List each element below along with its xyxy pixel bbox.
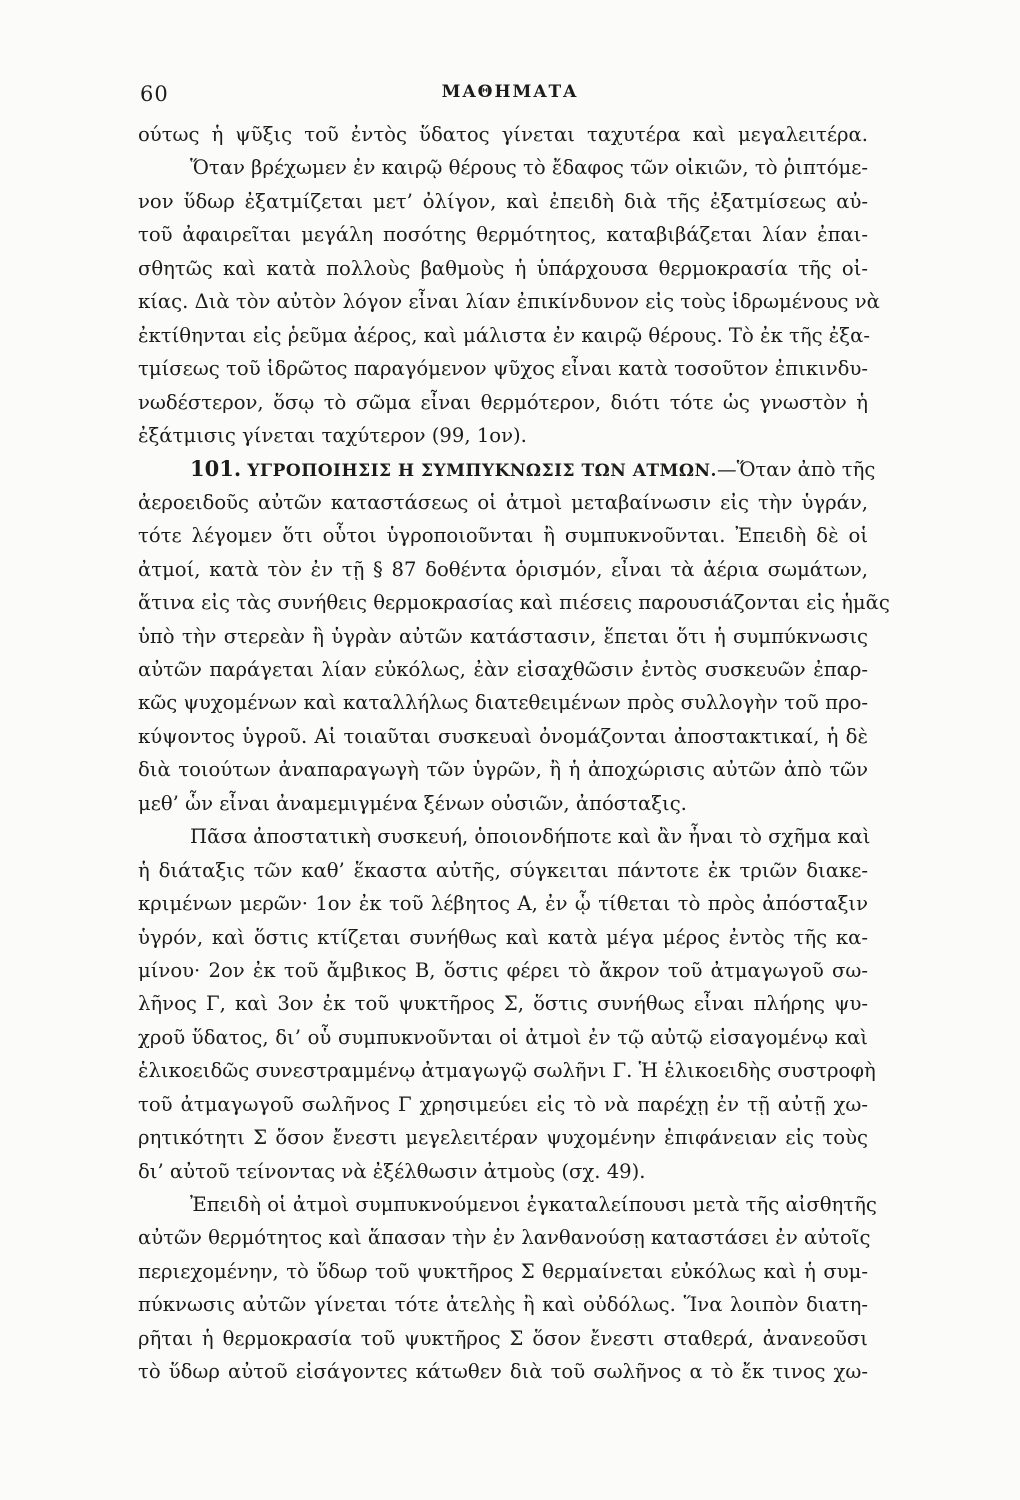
text-line: ἐξάτμισις γίνεται ταχύτερον (99, 1ον). <box>138 423 527 447</box>
text-line: ἀτμοί, κατὰ τὸν ἐν τῇ § 87 δοθέντα ὁρισμόν, εἶναι τὰ ἀέρια σωμάτων, <box>138 557 868 581</box>
text-line: νωδέστερον, ὅσῳ τὸ σῶμα εἶναι θερμότερον, διότι τότε ὡς γνωστὸν ἡ <box>138 390 868 414</box>
text-line: τοῦ ἀτμαγωγοῦ σωλῆνος Γ χρησιμεύει εἰς τὸ νὰ παρέχῃ ἐν τῇ αὐτῇ χω- <box>138 1092 868 1116</box>
text-line: ὑπὸ τὴν στερεὰν ἢ ὑγρὰν αὐτῶν κατάστασιν, ἕπεται ὅτι ἡ συμπύκνωσις <box>138 624 868 648</box>
text-line: κριμένων μερῶν· 1ον ἐκ τοῦ λέβητος Α, ἐν ᾧ τίθεται τὸ πρὸς ἀπόσταξιν <box>138 892 868 916</box>
text-line: Ἐπειδὴ οἱ ἀτμοὶ συμπυκνούμενοι ἐγκαταλείπουσι μετὰ τῆς αἰσθητῆς <box>190 1193 877 1216</box>
section-heading-line <box>138 452 876 485</box>
section-number: 101. <box>190 456 242 482</box>
text-line: αὐτῶν παράγεται λίαν εὐκόλως, ἐὰν εἰσαχθῶσιν ἐντὸς συσκευῶν ἐπαρ- <box>138 658 868 681</box>
text-line: μεθ’ ὧν εἶναι ἀναμεμιγμένα ξένων οὐσιῶν, ἀπόσταξις. <box>138 791 687 815</box>
text-line: κύψοντος ὑγροῦ. Αἱ τοιαῦται συσκευαὶ ὀνομάζονται ἀποστακτικαί, ἡ δὲ <box>138 724 868 748</box>
text-line: δι’ αὐτοῦ τείνοντας νὰ ἐξέλθωσιν ἀτμοὺς (σχ. 49). <box>138 1159 646 1183</box>
text-line: κῶς ψυχομένων καὶ καταλλήλως διατεθειμένων πρὸς συλλογὴν τοῦ προ- <box>138 691 868 715</box>
text-line: λῆνος Γ, καὶ 3ον ἐκ τοῦ ψυκτῆρος Σ, ὅστις συνήθως εἶναι πλήρης ψυ- <box>138 992 868 1016</box>
text-line: τότε λέγομεν ὅτι οὗτοι ὑγροποιοῦνται ἢ συμπυκνοῦνται. Ἐπειδὴ δὲ οἱ <box>138 524 868 548</box>
text-line: ἡ διάταξις τῶν καθ’ ἕκαστα αὐτῆς, σύγκειται πάντοτε ἐκ τριῶν διακε- <box>138 858 868 882</box>
text-line: ἀεροειδοῦς αὐτῶν καταστάσεως οἱ ἀτμοὶ μεταβαίνωσιν εἰς τὴν ὑγράν, <box>138 490 868 514</box>
section-first-line-text: —Ὅταν ἀπὸ τῆς <box>716 458 876 482</box>
text-line: τὸ ὕδωρ αὐτοῦ εἰσάγοντες κάτωθεν διὰ τοῦ σωλῆνος α τὸ ἔκ τινος χω- <box>138 1360 868 1384</box>
text-line: ἑλικοειδῶς συνεστραμμένῳ ἀτμαγωγῷ σωλῆνι Γ. Ἡ ἑλικοειδὴς συστροφὴ <box>138 1059 876 1083</box>
text-line: σθητῶς καὶ κατὰ πολλοὺς βαθμοὺς ἡ ὑπάρχουσα θερμοκρασία τῆς οἰ- <box>138 256 868 280</box>
text-line: τμίσεως τοῦ ἱδρῶτος παραγόμενον ψῦχος εἶναι κατὰ τοσοῦτον ἐπικινδυ- <box>138 357 868 381</box>
text-line: ἅτινα εἰς τὰς συνήθεις θερμοκρασίας καὶ πιέσεις παρουσιάζονται εἰς ἡμᾶς <box>138 591 890 615</box>
text-line: ούτως ἡ ψῦξις τοῦ ἐντὸς ὕδατος γίνεται ταχυτέρα καὶ μεγαλειτέρα. <box>138 123 868 146</box>
text-line: ρῆται ἡ θερμοκρασία τοῦ ψυκτῆρος Σ ὅσον ἔνεστι σταθερά, ἀνανεοῦσι <box>138 1326 868 1350</box>
text-line: ἐκτίθηνται εἰς ῥεῦμα ἀέρος, καὶ μάλιστα ἐν καιρῷ θέρους. Τὸ ἐκ τῆς ἐξα- <box>138 323 870 347</box>
text-line: αὐτῶν θερμότητος καὶ ἅπασαν τὴν ἐν λανθανούσῃ καταστάσει ἐν αὐτοῖς <box>138 1226 871 1250</box>
text-line: πύκνωσις αὐτῶν γίνεται τότε ἀτελὴς ἢ καὶ οὐδόλως. Ἵνα λοιπὸν διατη- <box>138 1293 868 1317</box>
text-line: χροῦ ὕδατος, δι’ οὗ συμπυκνοῦνται οἱ ἀτμοὶ ἐν τῷ αὐτῷ εἰσαγομένῳ καὶ <box>138 1025 868 1049</box>
text-line: περιεχομένην, τὸ ὕδωρ τοῦ ψυκτῆρος Σ θερμαίνεται εὐκόλως καὶ ἡ συμ- <box>138 1259 868 1283</box>
running-title: ΜΑΘΗΜΑΤΑ <box>441 82 579 102</box>
section-heading: ΥΓΡΟΠΟΙΗΣΙΣ Η ΣΥΜΠΥΚΝΩΣΙΣ ΤΩΝ ΑΤΜΩΝ. <box>247 461 717 482</box>
page-number: 60 <box>140 82 169 106</box>
text-line: διὰ τοιούτων ἀναπαραγωγὴ τῶν ὑγρῶν, ἢ ἡ ἀποχώρισις αὐτῶν ἀπὸ τῶν <box>138 758 868 782</box>
text-line: ὑγρόν, καὶ ὅστις κτίζεται συνήθως καὶ κατὰ μέγα μέρος ἐντὸς τῆς κα- <box>138 925 868 949</box>
text-line: τοῦ ἀφαιρεῖται μεγάλη ποσότης θερμότητος, καταβιβάζεται λίαν ἐπαι- <box>138 223 868 247</box>
text-line: Ὅταν βρέχωμεν ἐν καιρῷ θέρους τὸ ἔδαφος τῶν οἰκιῶν, τὸ ῥιπτόμε- <box>190 156 868 180</box>
text-line: μίνου· 2ον ἐκ τοῦ ἄμβικος Β, ὅστις φέρει τὸ ἄκρον τοῦ ἀτμαγωγοῦ σω- <box>138 958 868 982</box>
text-line: ρητικότητι Σ ὅσον ἔνεστι μεγελειτέραν ψυχομένην ἐπιφάνειαν εἰς τοὺς <box>138 1126 868 1150</box>
body-text <box>138 118 890 1389</box>
text-line: κίας. Διὰ τὸν αὐτὸν λόγον εἶναι λίαν ἐπικίνδυνον εἰς τοὺς ἱδρωμένους νὰ <box>138 290 880 314</box>
text-line: Πᾶσα ἀποστατικὴ συσκευή, ὁποιονδήποτε καὶ ἂν ἦναι τὸ σχῆμα καὶ <box>190 825 871 849</box>
text-line: νον ὕδωρ ἐξατμίζεται μετ’ ὀλίγον, καὶ ἐπειδὴ διὰ τῆς ἐξατμίσεως αὐ- <box>138 189 868 213</box>
